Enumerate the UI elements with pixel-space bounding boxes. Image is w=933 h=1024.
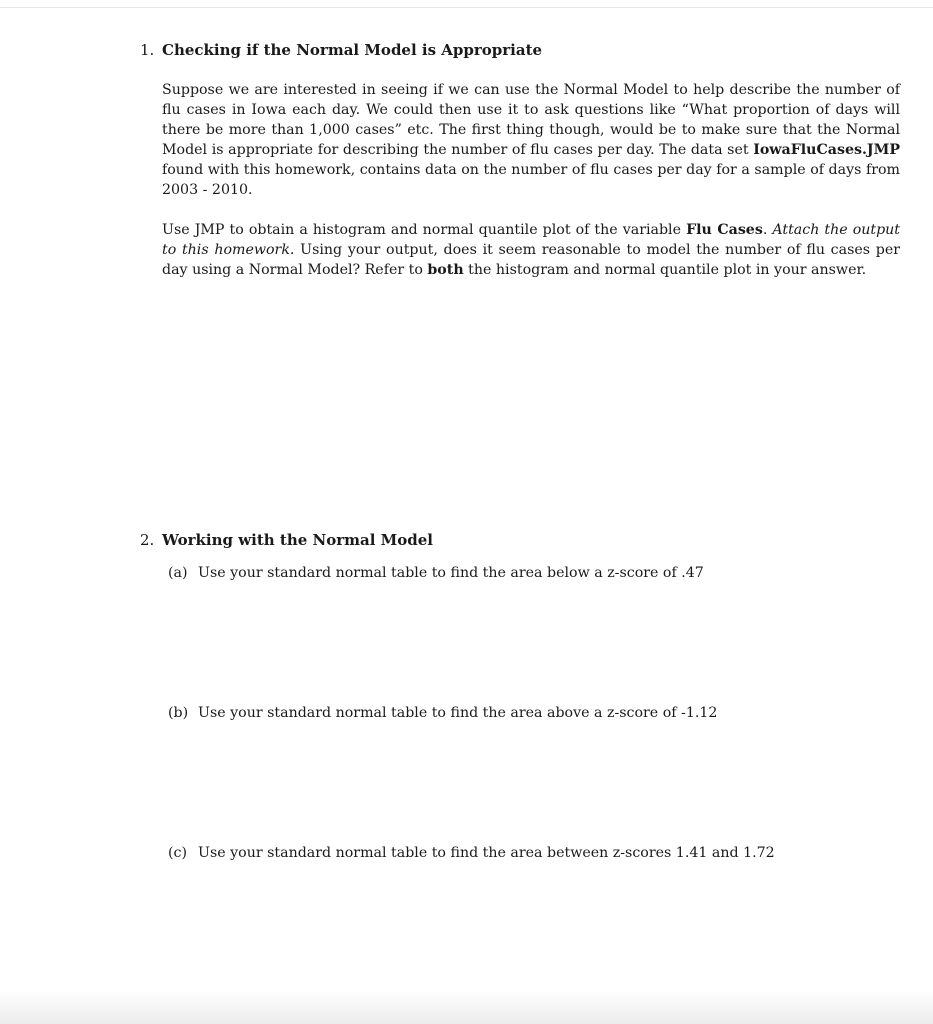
section-2-number: 2. xyxy=(140,531,155,549)
question-item xyxy=(168,843,775,863)
question-text: Use your standard normal table to find the area above a z-score of -1.12 xyxy=(198,705,718,721)
question-item xyxy=(168,563,704,583)
section-2-heading xyxy=(140,530,433,550)
dataset-name: IowaFluCases.JMP xyxy=(753,142,900,158)
section-1-paragraph-1 xyxy=(162,80,900,200)
attach-instruction: Attach the output to this homework. xyxy=(162,222,901,258)
question-text: Use your standard normal table to find the area below a z-score of .47 xyxy=(198,565,704,581)
section-1-title: Checking if the Normal Model is Appropriate xyxy=(162,41,543,59)
question-label: (b) xyxy=(168,705,189,721)
paragraph-1-text-b: found with this homework, contains data on the number of flu cases per day for a sample of days from 2003 - 2010. xyxy=(162,162,900,198)
page-bottom-shadow xyxy=(0,990,933,1024)
emphasis-both: both xyxy=(427,262,464,278)
question-label: (c) xyxy=(168,845,188,861)
paragraph-1-text-a: Suppose we are interested in seeing if we can use the Normal Model to help describe the number of flu cases in Iowa each day. We could then use it to ask questions like “What proportion of days will there be more than 1,000 cases” etc. The first thing though, would be to make sure that the Normal Model is appropriate for describing the number of flu cases per day. The data set xyxy=(162,82,900,158)
paragraph-2-text-c: Using your output, does it seem reasonable to model the number of flu cases per day using a Normal Model? Refer to xyxy=(162,242,900,278)
variable-name: Flu Cases xyxy=(686,222,763,238)
top-divider xyxy=(0,7,933,8)
section-1-number: 1. xyxy=(140,41,155,59)
paragraph-2-text-a: Use JMP to obtain a histogram and normal quantile plot of the variable xyxy=(162,222,687,238)
paragraph-2-text-d: the histogram and normal quantile plot in your answer. xyxy=(463,262,867,278)
section-1-heading xyxy=(140,40,542,60)
question-item xyxy=(168,703,717,723)
paragraph-2-text-b: . xyxy=(762,222,773,238)
question-text: Use your standard normal table to find the area between z-scores 1.41 and 1.72 xyxy=(198,845,775,861)
question-label: (a) xyxy=(168,565,188,581)
section-1-paragraph-2 xyxy=(162,220,900,280)
section-2-title: Working with the Normal Model xyxy=(162,531,433,549)
